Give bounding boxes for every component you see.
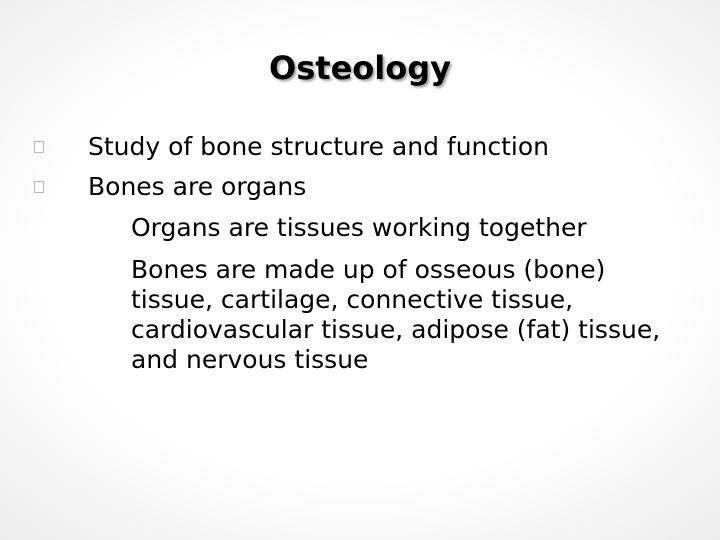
bullet-text: Bones are organs	[88, 172, 307, 201]
sub-bullet-text: Organs are tissues working together	[131, 213, 587, 242]
sub-bullet-text: Bones are made up of osseous (bone) tissue, cartilage, connective tissue, cardiovascular tissue, adipose (fat) tissue, and nervous tissue	[131, 255, 661, 374]
square-bullet-icon	[34, 141, 44, 153]
bullet-text: Study of bone structure and function	[88, 132, 550, 161]
square-bullet-icon	[34, 181, 44, 193]
slide-title: Osteology	[269, 49, 451, 87]
